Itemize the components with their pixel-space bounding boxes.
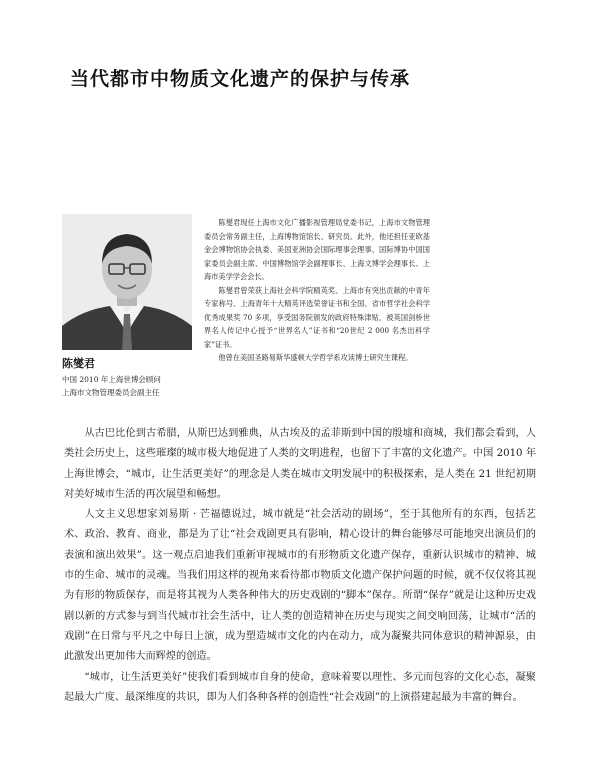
body-paragraph: 从古巴比伦到古希腊，从斯巴达到雅典，从古埃及的孟菲斯到中国的殷墟和商城，我们都会看到，人类社会历史上，这些璀璨的城市极大地促进了人类的文明进程，也留下了丰富的文化遗产。中国 2010 年上海世博会，“城市，让生活更美好”的理念是人类在城市文明发展中的积极探索，是人类在 21 世纪初期对美好城市生活的再次展望和畅想。 [64,428,536,500]
author-bio [204,216,430,365]
bio-paragraph: 他曾在美国圣路易斯华盛顿大学哲学系攻读博士研究生课程。 [218,353,413,362]
author-caption [62,373,262,399]
author-caption-line: 中国 2010 年上海世博会顾问 [62,375,161,384]
author-name: 陈燮君 [62,357,95,370]
bio-paragraph: 陈燮君现任上海市文化广播影视管理局党委书记，上海市文物管理委员会常务副主任，上海博物馆馆长、研究员。此外，他还担任亚欧基金会博物馆协会执委、美国亚洲协会国际理事会理事、国际博协中国国家委员会副主席、中国博物馆学会副理事长、上海文博学会理事长、上海市美学学会会长。 [204,218,430,281]
body-paragraph: “城市，让生活更美好”使我们看到城市自身的使命，意味着要以理性、多元而包容的文化心态，凝聚起最大广度、最深维度的共识，即为人们各种各样的创造性“社会戏剧”的上演搭建起最为丰富的舞台。 [64,671,536,703]
article-body [64,424,536,708]
author-portrait [62,214,192,350]
body-paragraph: 人文主义思想家刘易斯 · 芒福德说过，城市就是“社会活动的剧场”，至于其他所有的东西，包括艺术、政治、教育、商业，都是为了让“社会戏剧更具有影响，精心设计的舞台能够尽可能地突出演员们的表演和演出效果”。这一观点启迪我们重新审视城市的有形物质文化遗产保存，重新认识城市的精神、城市的生命、城市的灵魂。当我们用这样的视角来看待都市物质文化遗产保护问题的时候，就不仅仅将其视为有形的物质保存，而是将其视为人类各种伟大的历史戏剧的“脚本”保存。所谓“保存”就是让这种历史戏剧以新的方式参与到当代城市社会生活中，让人类的创造精神在历史与现实之间交响回荡，让城市“活的戏剧”在日常与平凡之中每日上演，成为塑造城市文化的内在动力，成为凝聚共同体意识的精神源泉，由此激发出更加伟大而辉煌的创造。 [64,509,536,663]
article-title: 当代都市中物质文化遗产的保护与传承 [70,68,411,90]
author-portrait-image [62,214,192,350]
bio-paragraph: 陈燮君曾荣获上海社会科学院精英奖、上海市有突出贡献的中青年专家称号、上海青年十大精英评选荣誉证书和全国、省市哲学社会科学优秀成果奖 70 多项，享受国务院颁发的政府特殊津贴，被英国剑桥世界名人传记中心授予“世界名人”证书和“20世纪 2 000 名杰出科学家”证书。 [204,285,430,349]
author-caption-line: 上海市文物管理委员会副主任 [62,388,160,397]
